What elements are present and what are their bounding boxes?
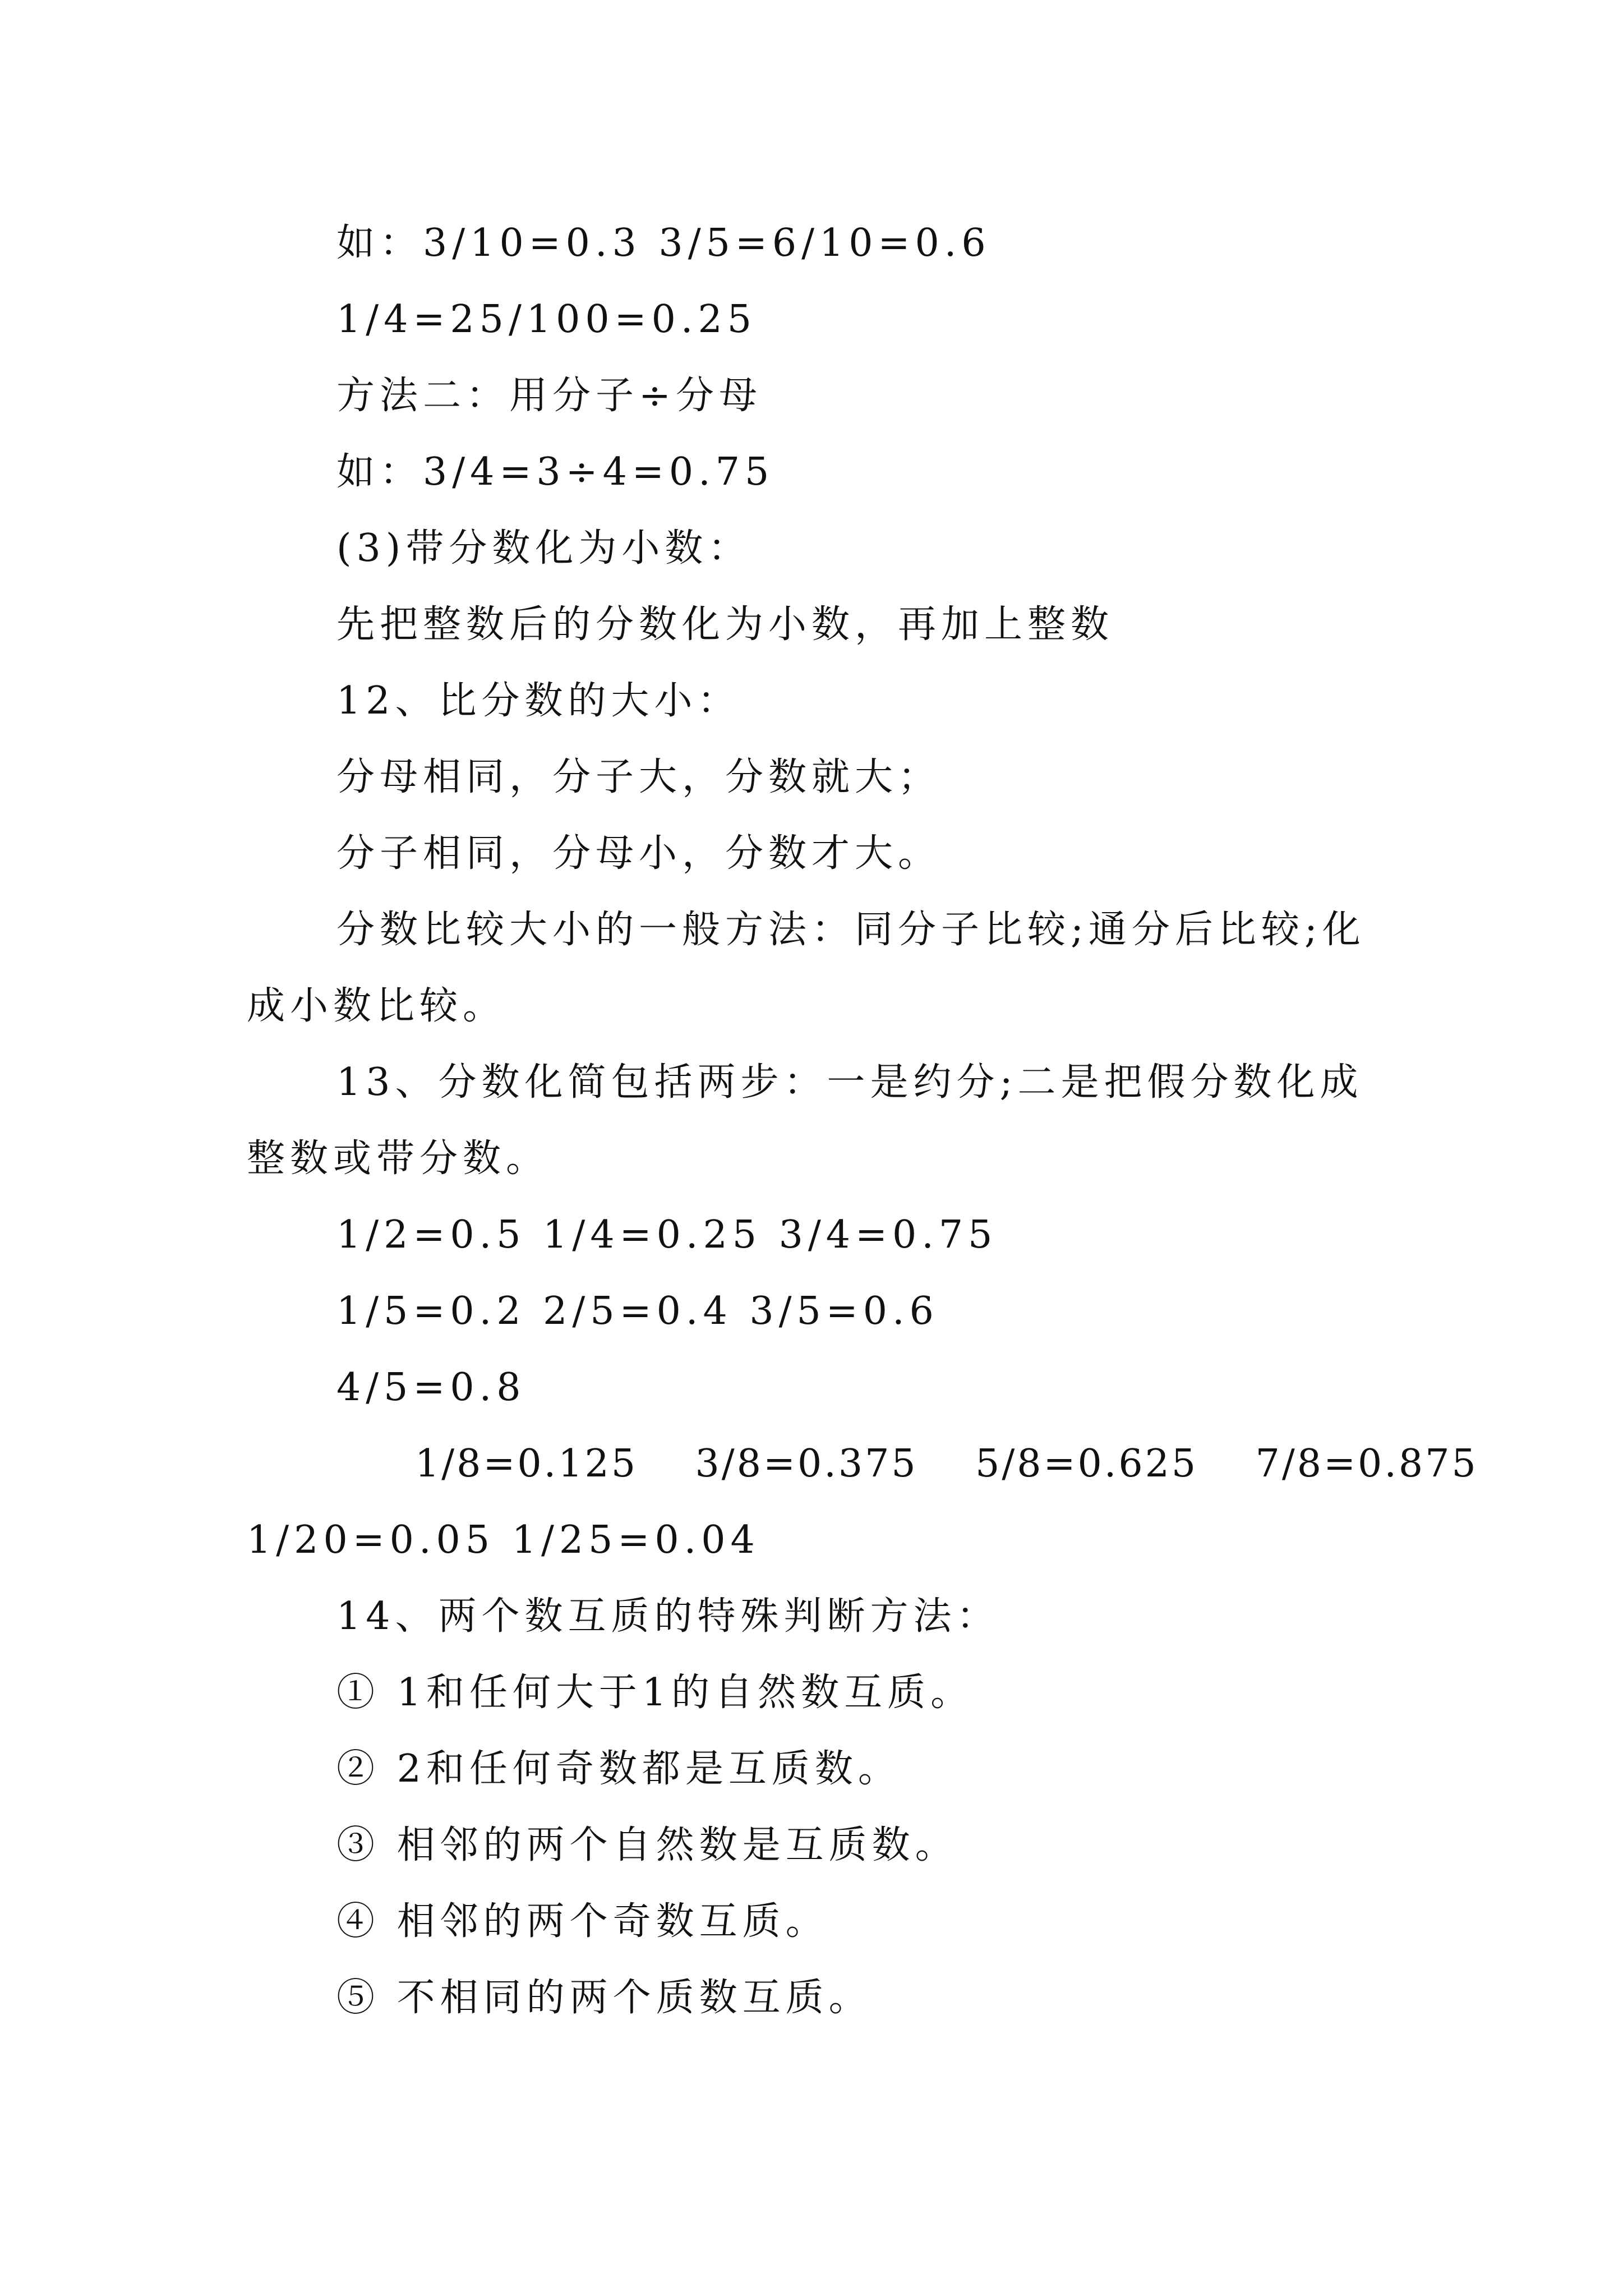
list-item: ② 2和任何奇数都是互质数。 [336,1747,901,1791]
section-heading: 12、比分数的大小： [336,679,741,723]
text-line: 1/2=0.5 1/4=0.25 3/4=0.75 [336,1213,998,1257]
text-line: 分母相同，分子大，分数就大； [336,755,942,799]
text-line: 如：3/10=0.3 3/5=6/10=0.6 [336,221,991,265]
section-heading: 13、分数化简包括两步：一是约分;二是把假分数化成 [336,1060,1363,1105]
text-line: (3)带分数化为小数： [336,526,751,570]
text-line: 1/4=25/100=0.25 [336,297,757,342]
text-line: 整数或带分数。 [247,1137,550,1181]
text-line: 1/20=0.05 1/25=0.04 [247,1518,760,1562]
list-item: ① 1和任何大于1的自然数互质。 [336,1671,974,1715]
text-line: 4/5=0.8 [336,1365,526,1410]
list-item: ⑤ 不相同的两个质数互质。 [336,1976,872,2020]
text-line: 成小数比较。 [247,984,506,1028]
text-line: 分子相同，分母小，分数才大。 [336,831,942,876]
text-line: 先把整数后的分数化为小数，再加上整数 [336,602,1114,647]
text-line: 如：3/4=3÷4=0.75 [336,450,774,494]
text-line: 1/8=0.125 3/8=0.375 5/8=0.625 7/8=0.875 [415,1442,1478,1486]
text-line: 分数比较大小的一般方法：同分子比较;通分后比较;化 [336,908,1366,952]
text-line: 1/5=0.2 2/5=0.4 3/5=0.6 [336,1289,939,1333]
text-line: 方法二：用分子÷分母 [336,374,762,418]
list-item: ③ 相邻的两个自然数是互质数。 [336,1823,958,1867]
section-heading: 14、两个数互质的特殊判断方法： [336,1594,1000,1639]
list-item: ④ 相邻的两个奇数互质。 [336,1899,829,1944]
